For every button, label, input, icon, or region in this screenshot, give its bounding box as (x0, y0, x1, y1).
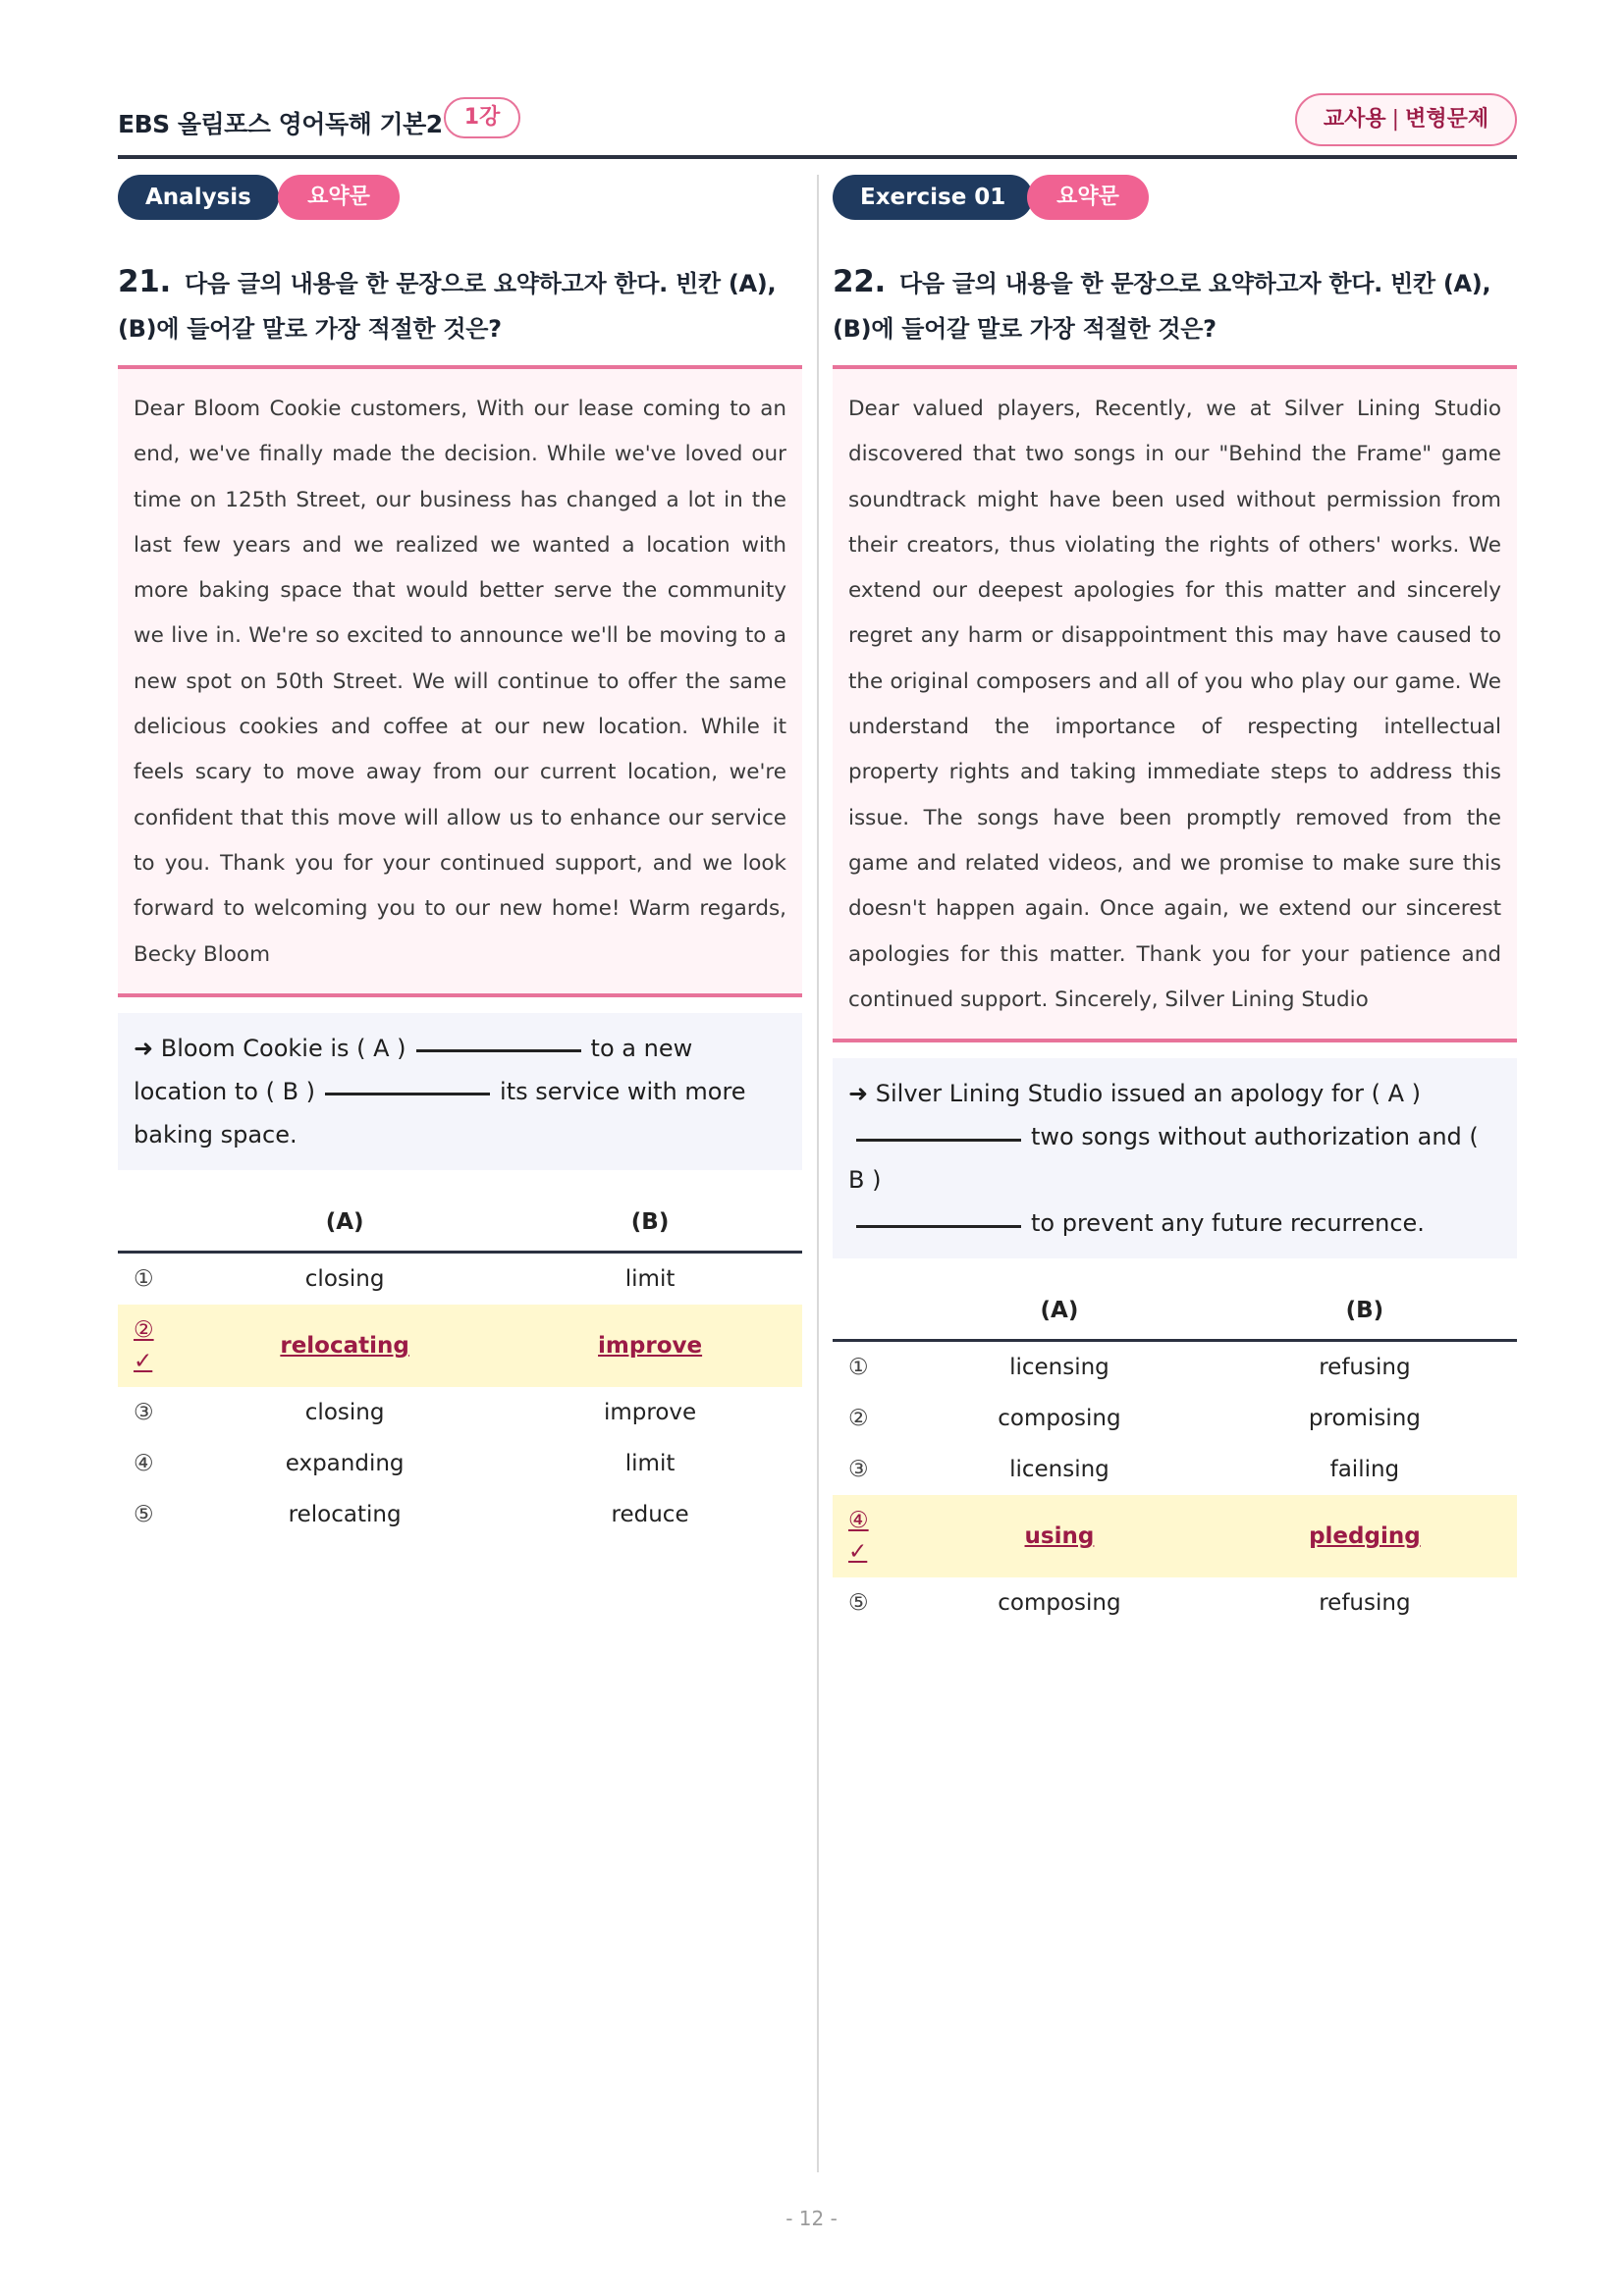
choice-number (833, 1495, 906, 1577)
choice-a: closing (304, 1265, 385, 1292)
question-type-label: 변형문제 (1405, 107, 1489, 132)
choice-b: improve (603, 1399, 697, 1425)
choice-a: composing (998, 1590, 1121, 1617)
choice-a: using (906, 1495, 1213, 1577)
choice-b: promising (1308, 1406, 1421, 1432)
choice-b: limit (624, 1450, 676, 1476)
choice-a: composing (998, 1406, 1121, 1432)
blank-a (856, 1139, 1021, 1142)
choice-b: limit (624, 1265, 676, 1292)
choice-b: refusing (1319, 1590, 1411, 1617)
exercise-tag: Exercise 01 (833, 175, 1033, 220)
choice-a: relocating (191, 1305, 498, 1387)
choice-number: ① (848, 1355, 869, 1381)
section-tags (833, 175, 1517, 224)
summary-sentence (833, 1058, 1517, 1258)
choice-row[interactable] (118, 1252, 802, 1305)
header-a: (A) (906, 1282, 1213, 1341)
header-num (118, 1194, 191, 1253)
choice-number: ③ (848, 1457, 869, 1483)
choice-number (118, 1305, 191, 1387)
question-number: 22. (833, 264, 887, 299)
choice-row-correct[interactable] (118, 1305, 802, 1387)
choice-number: ③ (134, 1399, 154, 1425)
right-column (833, 175, 1517, 1629)
header-b: (B) (498, 1194, 802, 1253)
choice-row[interactable] (118, 1489, 802, 1540)
badge-separator: | (1391, 107, 1400, 132)
summary-part-1: Bloom Cookie is ( A ) (160, 1034, 406, 1062)
choice-a: licensing (1009, 1457, 1109, 1483)
check-icon: ✓ (134, 1348, 153, 1374)
choice-row[interactable] (833, 1393, 1517, 1444)
choice-number: ⑤ (134, 1501, 154, 1527)
choice-row-correct[interactable] (833, 1495, 1517, 1577)
section-tags (118, 175, 802, 224)
book-title: EBS 올림포스 영어독해 기본2 (118, 110, 443, 138)
choice-row[interactable] (118, 1387, 802, 1438)
blank-b (856, 1225, 1021, 1228)
page-header (118, 93, 1517, 160)
choice-b: pledging (1213, 1495, 1517, 1577)
check-icon: ✓ (848, 1539, 868, 1566)
summary-tag: 요약문 (278, 175, 400, 220)
header-num (833, 1282, 906, 1341)
choice-b: refusing (1319, 1355, 1411, 1381)
question-21 (118, 259, 802, 351)
choice-a: expanding (285, 1450, 405, 1476)
analysis-tag: Analysis (118, 175, 279, 220)
question-number: 21. (118, 264, 172, 299)
choice-row[interactable] (118, 1438, 802, 1489)
choice-number: ① (134, 1265, 154, 1292)
question-22 (833, 259, 1517, 351)
passage-box: Dear valued players, Recently, we at Silver Lining Studio discovered that two songs in our "Behind the Frame" game soundtrack might have been used without permission from their creators, thus violating the rights of others' works. We extend our deepest apologies for this matter and sincerely regret any harm or disappointment this may have caused to the original composers and all of you who play our game. We understand the importance of respecting intellectual property rights and taking immediate steps to address this issue. The songs have been promptly removed from the game and related videos, and we promise to make sure this doesn't happen again. Once again, we extend our sincerest apologies for this matter. Thank you for your patience and continued support. Sincerely, Silver Lining Studio (833, 369, 1517, 1039)
choice-number: ② (848, 1406, 869, 1432)
question-text: 다음 글의 내용을 한 문장으로 요약하고자 한다. 빈칸 (A), (B)에 들어갈 말로 가장 적절한 것은? (833, 270, 1491, 343)
choice-row[interactable] (833, 1341, 1517, 1394)
passage-box: Dear Bloom Cookie customers, With our lease coming to an end, we've finally made the decision. While we've loved our time on 125th Street, our business has changed a lot in the last few years and we realized we wanted a location with more baking space that would better serve the community we live in. We're so excited to announce we'll be moving to a new spot on 50th Street. We will continue to offer the same delicious cookies and coffee at our new location. While it feels scary to move away from our current location, we're confident that this move will allow us to enhance our service to you. Thank you for your continued support, and we look forward to welcoming you to our new home! Warm regards, Becky Bloom (118, 369, 802, 993)
header-b: (B) (1213, 1282, 1517, 1341)
blank-a (416, 1049, 581, 1052)
summary-part-3: its service with more baking space. (134, 1077, 746, 1148)
answer-choices-table (118, 1194, 802, 1540)
choice-b: reduce (611, 1501, 689, 1527)
left-column (118, 175, 802, 1540)
summary-part-2: to a new location to ( B ) (134, 1034, 693, 1105)
choice-row[interactable] (833, 1444, 1517, 1495)
choice-b: improve (498, 1305, 802, 1387)
summary-tag: 요약문 (1027, 175, 1149, 220)
page-number: - 12 - (785, 2207, 838, 2230)
summary-sentence (118, 1013, 802, 1170)
question-text: 다음 글의 내용을 한 문장으로 요약하고자 한다. 빈칸 (A), (B)에 들어갈 말로 가장 적절한 것은? (118, 270, 777, 343)
summary-part-1: Silver Lining Studio issued an apology for ( A ) (875, 1080, 1421, 1108)
arrow-icon: ➜ (134, 1034, 154, 1062)
arrow-icon: ➜ (848, 1080, 869, 1108)
choice-a: licensing (1009, 1355, 1109, 1381)
lesson-badge: 1강 (444, 97, 520, 138)
choice-number: ④ (134, 1450, 154, 1476)
header-a: (A) (191, 1194, 498, 1253)
answer-choices-table (833, 1282, 1517, 1629)
choice-a: closing (304, 1399, 385, 1425)
passage-rule (118, 993, 802, 997)
choice-b: failing (1329, 1457, 1400, 1483)
choice-a: relocating (288, 1501, 402, 1527)
column-divider (817, 175, 819, 2172)
choice-number-label: ② (134, 1316, 154, 1343)
passage-rule (833, 1039, 1517, 1042)
summary-part-3: to prevent any future recurrence. (1031, 1209, 1425, 1238)
audience-label: 교사용 (1323, 107, 1386, 132)
choice-number: ⑤ (848, 1590, 869, 1617)
teacher-badge (1295, 93, 1517, 146)
blank-b (325, 1093, 490, 1095)
header-rule (118, 155, 1517, 159)
choice-number-label: ④ (848, 1508, 869, 1534)
choice-row[interactable] (833, 1577, 1517, 1629)
summary-part-2: two songs without authorization and ( B ) (848, 1123, 1479, 1195)
